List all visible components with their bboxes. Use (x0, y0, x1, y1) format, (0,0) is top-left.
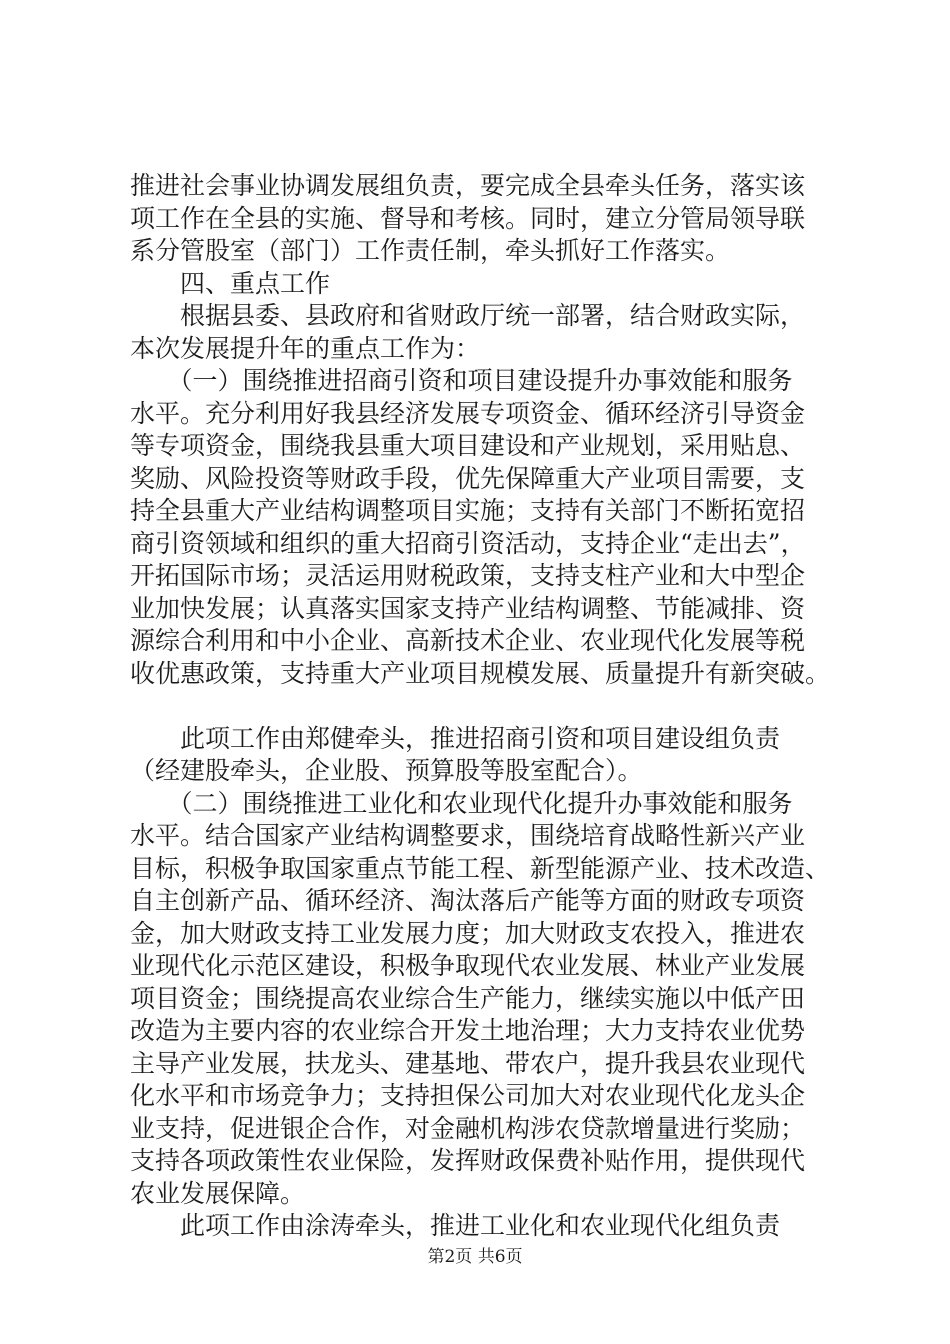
text-line: 持全县重大产业结构调整项目实施；支持有关部门不断拓宽招 (130, 496, 806, 525)
text-line: 水平。充分利用好我县经济发展专项资金、循环经济引导资金 (130, 398, 806, 428)
text-line: 业现代化示范区建设，积极争取现代农业发展、林业产业发展 (130, 951, 806, 980)
text-line: 四、重点工作 (130, 268, 331, 298)
text-line: 自主创新产品、循环经济、淘汰落后产能等方面的财政专项资 (130, 886, 806, 915)
text-line: 项目资金；围绕提高农业综合生产能力，继续实施以中低产田 (130, 983, 806, 1013)
text-line: 金，加大财政支持工业发展力度；加大财政支农投入，推进农 (130, 918, 806, 948)
text-line: 根据县委、县政府和省财政厅统一部署，结合财政实际， (130, 301, 806, 330)
text-line: 等专项资金，围绕我县重大项目建设和产业规划，采用贴息、 (130, 431, 806, 460)
text-line: 开拓国际市场；灵活运用财税政策，支持支柱产业和大中型企 (130, 561, 806, 590)
page-footer: 第2页 共6页 (427, 1247, 523, 1267)
text-line: 农业发展保障。 (130, 1178, 306, 1208)
text-line: 业加快发展；认真落实国家支持产业结构调整、节能减排、资 (130, 593, 806, 623)
text-line: 本次发展提升年的重点工作为： (130, 333, 481, 363)
text-line: （经建股牵头，企业股、预算股等股室配合）。 (130, 756, 643, 785)
text-line: 此项工作由郑健牵头，推进招商引资和项目建设组负责 (130, 723, 781, 753)
body-text (130, 170, 850, 1243)
text-line: 奖励、风险投资等财政手段，优先保障重大产业项目需要，支 (130, 463, 806, 493)
text-line: （二）围绕推进工业化和农业现代化提升办事效能和服务 (130, 788, 793, 818)
text-line: 推进社会事业协调发展组负责，要完成全县牵头任务，落实该 (130, 171, 806, 200)
text-line: 商引资领域和组织的重大招商引资活动，支持企业“走出去”， (130, 528, 806, 558)
text-line: 主导产业发展，扶龙头、建基地、带农户，提升我县农业现代 (130, 1048, 806, 1078)
text-line: 化水平和市场竞争力；支持担保公司加大对农业现代化龙头企 (130, 1081, 806, 1110)
text-line: （一）围绕推进招商引资和项目建设提升办事效能和服务 (130, 366, 793, 395)
text-line: 收优惠政策，支持重大产业项目规模发展、质量提升有新突破。 (130, 658, 831, 688)
text-line: 源综合利用和中小企业、高新技术企业、农业现代化发展等税 (130, 626, 806, 655)
text-line: 改造为主要内容的农业综合开发土地治理；大力支持农业优势 (130, 1016, 806, 1045)
text-line: 项工作在全县的实施、督导和考核。同时，建立分管局领导联 (130, 203, 806, 233)
text-line: 水平。结合国家产业结构调整要求，围绕培育战略性新兴产业 (130, 821, 806, 850)
text-line: 系分管股室（部门）工作责任制，牵头抓好工作落实。 (130, 236, 731, 265)
text-line: 支持各项政策性农业保险，发挥财政保费补贴作用，提供现代 (130, 1146, 806, 1175)
text-line: 目标，积极争取国家重点节能工程、新型能源产业、技术改造、 (130, 853, 831, 883)
blank-line (130, 690, 850, 723)
text-line: 业支持，促进银企合作，对金融机构涉农贷款增量进行奖励； (130, 1113, 806, 1143)
text-line: 此项工作由涂涛牵头，推进工业化和农业现代化组负责 (130, 1211, 781, 1240)
